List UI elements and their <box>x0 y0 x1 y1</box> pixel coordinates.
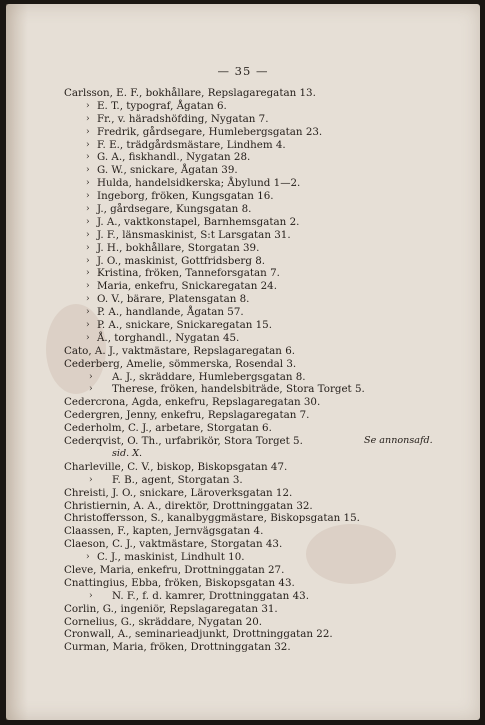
entry-text: Chreisti, J. O., snickare, Läroverksgatan 12. <box>64 486 293 499</box>
directory-entry <box>64 126 474 139</box>
directory-entry <box>64 448 474 461</box>
directory-entry <box>64 87 474 100</box>
directory-entry <box>64 487 474 500</box>
entry-text: Claeson, C. J., vaktmästare, Storgatan 43. <box>64 538 283 551</box>
ditto-mark: › <box>86 152 90 163</box>
ditto-mark: › <box>86 216 90 227</box>
directory-entry <box>64 641 474 654</box>
directory-entry <box>64 409 474 422</box>
entry-text: Cleve, Maria, enkefru, Drottninggatan 27. <box>64 563 285 576</box>
annotation-note: sid. X. <box>112 447 143 459</box>
directory-entry <box>64 190 474 203</box>
directory-entry <box>64 280 474 293</box>
directory-entry <box>64 525 474 538</box>
ditto-mark: › <box>86 552 90 563</box>
entry-text: Fr., v. häradshöfding, Nygatan 7. <box>97 112 269 125</box>
entry-text: Maria, enkefru, Snickaregatan 24. <box>97 280 277 293</box>
ditto-mark: › <box>86 320 90 331</box>
entry-text: J. H., bokhållare, Storgatan 39. <box>97 241 260 254</box>
ditto-mark: › <box>86 229 90 240</box>
directory-entry <box>64 177 474 190</box>
directory-entry <box>64 358 474 371</box>
ditto-mark: › <box>86 178 90 189</box>
entry-text: Hulda, handelsidkerska; Åbylund 1—2. <box>97 177 301 190</box>
entry-text: G. A., fiskhandl., Nygatan 28. <box>97 151 251 164</box>
entry-text: Cederberg, Amelie, sömmerska, Rosendal 3. <box>64 357 297 370</box>
directory-entry <box>64 461 474 474</box>
ditto-mark: › <box>86 255 90 266</box>
entry-text: Cedergren, Jenny, enkefru, Repslagaregatan 7. <box>64 409 310 422</box>
entry-text: F. B., agent, Storgatan 3. <box>112 473 243 486</box>
ditto-mark: › <box>86 139 90 150</box>
entry-text: Curman, Maria, fröken, Drottninggatan 32. <box>64 641 291 654</box>
directory-entry <box>64 577 474 590</box>
entry-text: G. W., snickare, Ågatan 39. <box>97 164 238 177</box>
directory-entry <box>64 203 474 216</box>
directory-entry <box>64 332 474 345</box>
directory-entry <box>64 590 474 603</box>
directory-entry <box>64 306 474 319</box>
entry-text: Christiernin, A. A., direktör, Drottninggatan 32. <box>64 499 313 512</box>
entry-text: Corlin, G., ingeniör, Repslagaregatan 31. <box>64 602 278 615</box>
entry-text: Claassen, F., kapten, Jernvägsgatan 4. <box>64 525 264 538</box>
directory-entry <box>64 319 474 332</box>
directory-entry <box>64 500 474 513</box>
ditto-mark: › <box>86 294 90 305</box>
directory-entry <box>64 383 474 396</box>
ditto-mark: › <box>86 165 90 176</box>
directory-entry <box>64 164 474 177</box>
ditto-mark: › <box>89 474 93 485</box>
annotation-note: Se annonsafd. <box>364 435 433 447</box>
entry-text: J. F., länsmaskinist, S:t Larsgatan 31. <box>97 228 291 241</box>
entry-text: Charleville, C. V., biskop, Biskopsgatan 47. <box>64 460 288 473</box>
directory-entry-list <box>64 87 474 654</box>
ditto-mark: › <box>86 204 90 215</box>
entry-text: J. O., maskinist, Gottfridsberg 8. <box>97 254 266 267</box>
book-page <box>6 4 480 720</box>
ditto-mark: › <box>86 191 90 202</box>
ditto-mark: › <box>86 281 90 292</box>
ditto-mark: › <box>86 113 90 124</box>
directory-entry <box>64 345 474 358</box>
ditto-mark: › <box>89 384 93 395</box>
entry-text: Cederholm, C. J., arbetare, Storgatan 6. <box>64 422 272 435</box>
directory-entry <box>64 564 474 577</box>
entry-text: Cnattingius, Ebba, fröken, Biskopsgatan 43. <box>64 576 295 589</box>
ditto-mark: › <box>89 590 93 601</box>
ditto-mark: › <box>86 242 90 253</box>
ditto-mark: › <box>86 126 90 137</box>
directory-entry <box>64 229 474 242</box>
ditto-mark: › <box>86 100 90 111</box>
entry-text: Therese, fröken, handelsbiträde, Stora Torget 5. <box>112 383 365 396</box>
directory-entry <box>64 242 474 255</box>
directory-entry <box>64 538 474 551</box>
directory-entry <box>64 293 474 306</box>
entry-text: O. V., bärare, Platensgatan 8. <box>97 293 250 306</box>
entry-text: Ingeborg, fröken, Kungsgatan 16. <box>97 190 274 203</box>
entry-text: E. T., typograf, Ågatan 6. <box>97 99 227 112</box>
directory-entry <box>64 396 474 409</box>
directory-entry <box>64 100 474 113</box>
entry-text: C. J., maskinist, Lindhult 10. <box>97 551 245 564</box>
ditto-mark: › <box>86 307 90 318</box>
entry-text: Cato, A. J., vaktmästare, Repslagaregatan 6. <box>64 344 296 357</box>
entry-text: Carlsson, E. F., bokhållare, Repslagaregatan 13. <box>64 87 316 99</box>
entry-text: Cederqvist, O. Th., urfabrikör, Stora Torget 5. <box>64 435 303 448</box>
entry-text: Kristina, fröken, Tanneforsgatan 7. <box>97 267 280 280</box>
ditto-mark: › <box>86 268 90 279</box>
entry-text: J., gårdsegare, Kungsgatan 8. <box>97 203 252 216</box>
directory-entry <box>64 551 474 564</box>
page-gutter-shadow <box>6 4 28 720</box>
directory-entry <box>64 435 474 448</box>
entry-text: Cedercrona, Agda, enkefru, Repslagaregatan 30. <box>64 396 321 409</box>
entry-text: J. A., vaktkonstapel, Barnhemsgatan 2. <box>97 215 300 228</box>
directory-entry <box>64 422 474 435</box>
directory-entry <box>64 255 474 268</box>
ditto-mark: › <box>86 332 90 343</box>
entry-text: A. J., skräddare, Humlebergsgatan 8. <box>112 370 306 383</box>
entry-text: Cornelius, G., skräddare, Nygatan 20. <box>64 615 263 628</box>
entry-text: P. A., snickare, Snickaregatan 15. <box>97 319 272 332</box>
entry-text: P. A., handlande, Ågatan 57. <box>97 306 244 319</box>
directory-entry <box>64 603 474 616</box>
page-number: — 35 — <box>217 64 269 78</box>
directory-entry <box>64 267 474 280</box>
entry-text: Cronwall, A., seminarieadjunkt, Drottninggatan 22. <box>64 628 333 641</box>
directory-entry <box>64 616 474 629</box>
directory-entry <box>64 216 474 229</box>
directory-entry <box>64 512 474 525</box>
directory-entry <box>64 371 474 384</box>
entry-text: N. F., f. d. kamrer, Drottninggatan 43. <box>112 589 309 602</box>
entry-text: F. E., trädgårdsmästare, Lindhem 4. <box>97 138 286 151</box>
entry-text: Christoffersson, S., kanalbyggmästare, Biskopsgatan 15. <box>64 512 360 525</box>
directory-entry <box>64 113 474 126</box>
entry-text: Å., torghandl., Nygatan 45. <box>97 331 240 344</box>
directory-entry <box>64 139 474 152</box>
directory-entry <box>64 151 474 164</box>
directory-entry <box>64 474 474 487</box>
entry-text: Fredrik, gårdsegare, Humlebergsgatan 23. <box>97 125 323 138</box>
directory-entry <box>64 628 474 641</box>
ditto-mark: › <box>89 371 93 382</box>
